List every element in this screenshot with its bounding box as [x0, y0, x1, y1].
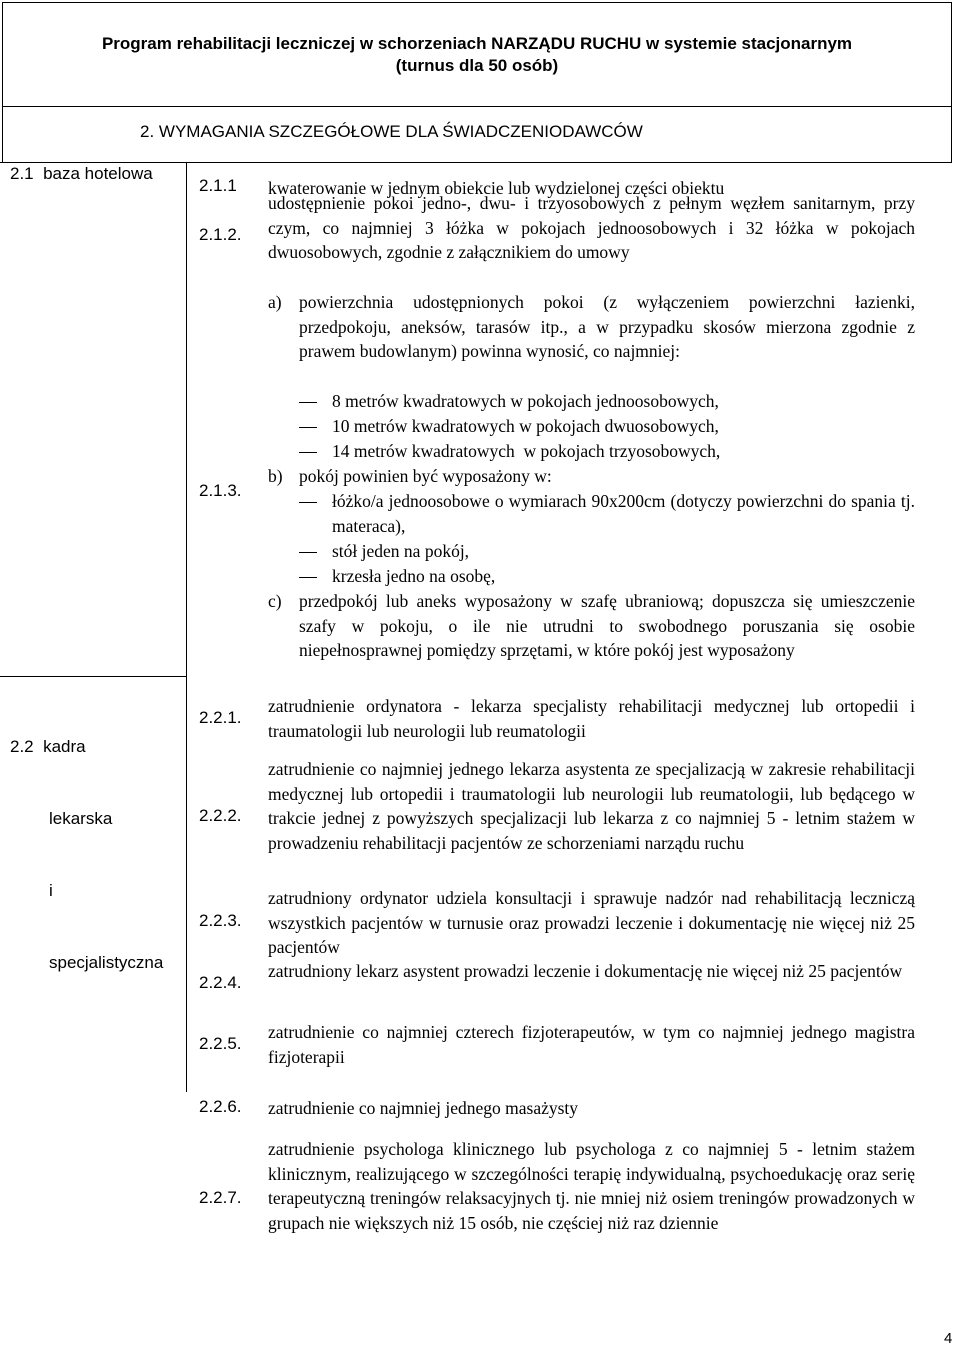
item-2-2-2-number: 2.2.2. — [199, 806, 242, 825]
header-bottom-border — [2, 106, 952, 107]
item-2-2-5-number: 2.2.5. — [199, 1034, 242, 1053]
dash-icon — [299, 502, 317, 503]
item-2-1-2-text: udostępnienie pokoi jedno-, dwu- i trzyosobowych z pełnym węzłem sanitarnym, przy czym, co najmniej 3 łóżka w pokojach jednoosobowych i 32 łóżka w pokojach dwuosobowych, zgodnie z załącznikiem do umowy — [268, 193, 915, 262]
item-2-1-3-b-label: b) — [268, 466, 283, 486]
list-item — [299, 564, 317, 589]
list-item-text: krzesła jedno na osobę, — [332, 566, 496, 586]
item-2-1-3-c-text: przedpokój lub aneks wyposażony w szafę ubraniową; dopuszcza się umieszczenie szafy w pokoju, o ile nie utrudni to swobodnego poruszania się osobie niepełnosprawnej pomiędzy sprzętami, w które pokój jest wyposażony — [299, 591, 915, 660]
list-item-text: 14 metrów kwadratowych w pokojach trzyosobowych, — [332, 441, 721, 461]
dash-icon — [299, 452, 317, 453]
item-2-2-6-text: zatrudnienie co najmniej jednego masażysty — [268, 1098, 579, 1118]
item-2-2-2-text: zatrudnienie co najmniej jednego lekarza asystenta ze specjalizacją w zakresie rehabilitacji medycznej lub ortopedii i traumatologii lub neurologii lub reumatologii, lub będącego w trakcie jednej z powyższych specjalizacji lub lekarza z co najmniej 5 - letnim stażem w prowadzeniu rehabilitacji pacjentów ze schorzeniami narządu ruchu — [268, 759, 915, 853]
list-item-text: 10 metrów kwadratowych w pokojach dwuosobowych, — [332, 416, 719, 436]
item-2-1-1-text: kwaterowanie w jednym obiekcie lub wydzielonej części obiektu — [268, 178, 725, 198]
category-row-divider — [0, 676, 186, 677]
item-2-1-2-number: 2.1.2. — [199, 225, 242, 244]
list-item — [299, 414, 317, 439]
dash-icon — [299, 552, 317, 553]
header-left-border — [2, 2, 3, 106]
item-2-1-3-a-label: a) — [268, 292, 282, 312]
item-2-2-1-number: 2.2.1. — [199, 708, 242, 727]
category-hotel-base: 2.1 baza hotelowa — [10, 164, 153, 183]
item-2-2-5-text: zatrudnienie co najmniej czterech fizjoterapeutów, w tym co najmniej jednego magistra fizjoterapii — [268, 1022, 915, 1067]
list-item — [299, 539, 317, 564]
item-2-2-4-number: 2.2.4. — [199, 973, 242, 992]
list-item-text: łóżko/a jednoosobowe o wymiarach 90x200cm (dotyczy powierzchni do spania tj. materaca), — [332, 491, 915, 536]
item-2-2-6-number: 2.2.6. — [199, 1097, 242, 1116]
section-title: 2. WYMAGANIA SZCZEGÓŁOWE DLA ŚWIADCZENIODAWCÓW — [140, 122, 643, 141]
section-left-border — [2, 106, 3, 162]
page-number: 4 — [944, 1330, 953, 1347]
item-2-1-3-a-text: powierzchnia udostępnionych pokoi (z wyłączeniem powierzchni łazienki, przedpokoju, aneksów, tarasów itp., a w przypadku skosów mierzona zgodnie z prawem budowlanym) powinna wynosić, co najmniej: — [299, 292, 915, 361]
section-right-border — [951, 106, 952, 162]
list-item-text: stół jeden na pokój, — [332, 541, 470, 561]
category-column-divider — [186, 162, 187, 1092]
dash-icon — [299, 427, 317, 428]
document-title: Program rehabilitacji leczniczej w schorzeniach NARZĄDU RUCHU w systemie stacjonarnym (turnus dla 50 osób) — [101, 34, 853, 75]
item-2-1-1-number: 2.1.1 — [199, 176, 237, 195]
list-item — [299, 439, 317, 464]
item-2-2-4-text: zatrudniony lekarz asystent prowadzi leczenie i dokumentację nie więcej niż 25 pacjentów — [268, 961, 903, 981]
item-2-2-7-text: zatrudnienie psychologa klinicznego lub psychologa z co najmniej 5 - letnim stażem klinicznym, realizującego w szczególności terapię indywidualną, psychoedukację oraz serię terapeutyczną treningów relaksacyjnych tj. nie mniej niż osiem treningów prowadzonych w grupach nie większych niż 15 osób, nie częściej niż raz dziennie — [268, 1139, 915, 1233]
list-item — [299, 489, 317, 514]
item-2-2-1-text: zatrudnienie ordynatora - lekarza specjalisty rehabilitacji medycznej lub ortopedii i traumatologii lub neurologii lub reumatologii — [268, 696, 915, 741]
list-item — [299, 389, 317, 414]
item-2-2-3-number: 2.2.3. — [199, 911, 242, 930]
item-2-1-3-c-label: c) — [268, 591, 282, 611]
section-bottom-border — [0, 162, 952, 163]
category-medical-staff: 2.2 kadra lekarska i specjalistyczna — [10, 737, 164, 972]
dash-icon — [299, 577, 317, 578]
dash-icon — [299, 402, 317, 403]
list-item-text: 8 metrów kwadratowych w pokojach jednoosobowych, — [332, 391, 719, 411]
item-2-1-3-number: 2.1.3. — [199, 481, 242, 500]
item-2-2-7-number: 2.2.7. — [199, 1188, 242, 1207]
top-border — [2, 2, 952, 3]
item-2-1-3-b-text: pokój powinien być wyposażony w: — [299, 466, 552, 486]
item-2-2-3-text: zatrudniony ordynator udziela konsultacji i sprawuje nadzór nad rehabilitacją leczniczą wszystkich pacjentów w turnusie oraz prowadzi leczenie i dokumentację nie więcej niż 25 pacjentów — [268, 888, 915, 957]
header-right-border — [951, 2, 952, 106]
